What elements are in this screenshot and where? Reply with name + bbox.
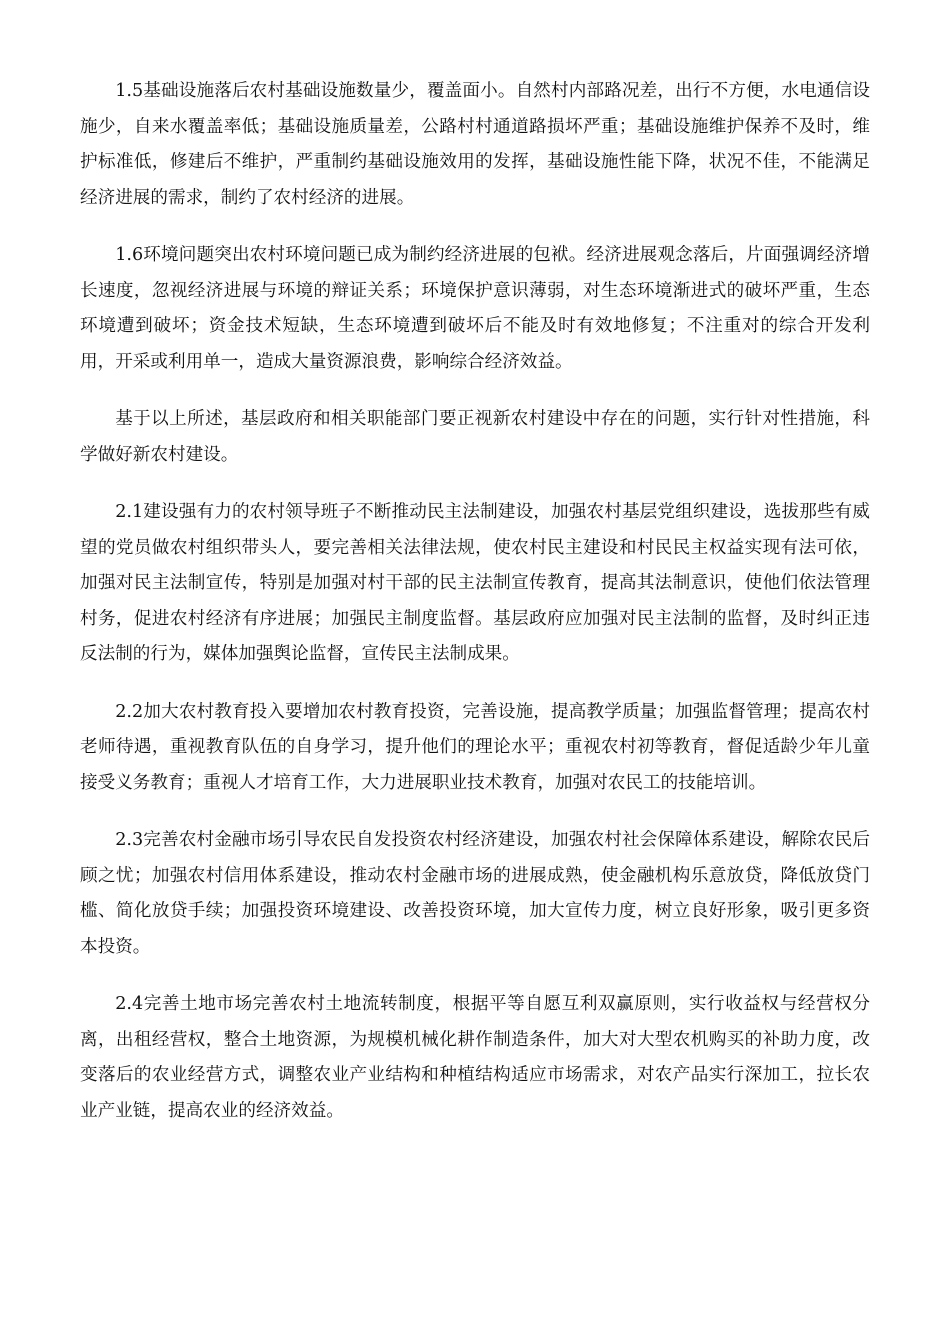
paragraph-2-1-leadership: 2.1建设强有力的农村领导班子不断推动民主法制建设，加强农村基层党组织建设，选拔那些有威望的党员做农村组织带头人，要完善相关法律法规，使农村民主建设和村民民主权益实现有法可依，加强对民主法制宣传，特别是加强对村干部的民主法制宣传教育，提高其法制意识，使他们依法管理村务，促进农村经济有序进展；加强民主制度监督。基层政府应加强对民主法制的监督，及时纠正违反法制的行为，媒体加强舆论监督，宣传民主法制成果。 (80, 502, 870, 664)
paragraph-2-3-finance: 2.3完善农村金融市场引导农民自发投资农村经济建设，加强农村社会保障体系建设，解除农民后顾之忧；加强农村信用体系建设，推动农村金融市场的进展成熟，使金融机构乐意放贷，降低放贷门槛、简化放贷手续；加强投资环境建设、改善投资环境，加大宣传力度，树立良好形象，吸引更多资本投资。 (80, 830, 870, 957)
paragraph-2-2-education: 2.2加大农村教育投入要增加农村教育投资，完善设施，提高教学质量；加强监督管理；提高农村老师待遇，重视教育队伍的自身学习，提升他们的理论水平；重视农村初等教育，督促适龄少年儿童接受义务教育；重视人才培育工作，大力进展职业技术教育，加强对农民工的技能培训。 (80, 701, 870, 793)
paragraph-1-6-environment: 1.6环境问题突出农村环境问题已成为制约经济进展的包袱。经济进展观念落后，片面强调经济增长速度，忽视经济进展与环境的辩证关系；环境保护意识薄弱，对生态环境渐进式的破坏严重，生态环境遭到破坏；资金技术短缺，生态环境遭到破坏后不能及时有效地修复；不注重对的综合开发利用，开采或利用单一，造成大量资源浪费，影响综合经济效益。 (80, 245, 870, 372)
paragraph-2-4-land-market: 2.4完善土地市场完善农村土地流转制度，根据平等自愿互利双赢原则，实行收益权与经营权分离，出租经营权，整合土地资源，为规模机械化耕作制造条件，加大对大型农机购买的补助力度，改变落后的农业经营方式，调整农业产业结构和种植结构适应市场需求，对农产品实行深加工，拉长农业产业链，提高农业的经济效益。 (80, 994, 870, 1121)
paragraph-1-5-infrastructure: 1.5基础设施落后农村基础设施数量少，覆盖面小。自然村内部路况差，出行不方便，水电通信设施少，自来水覆盖率低；基础设施质量差，公路村村通道路损坏严重；基础设施维护保养不及时，维护标准低，修建后不维护，严重制约基础设施效用的发挥，基础设施性能下降，状况不佳，不能满足经济进展的需求，制约了农村经济的进展。 (80, 81, 870, 208)
paragraph-summary: 基于以上所述，基层政府和相关职能部门要正视新农村建设中存在的问题，实行针对性措施，科学做好新农村建设。 (80, 409, 870, 465)
